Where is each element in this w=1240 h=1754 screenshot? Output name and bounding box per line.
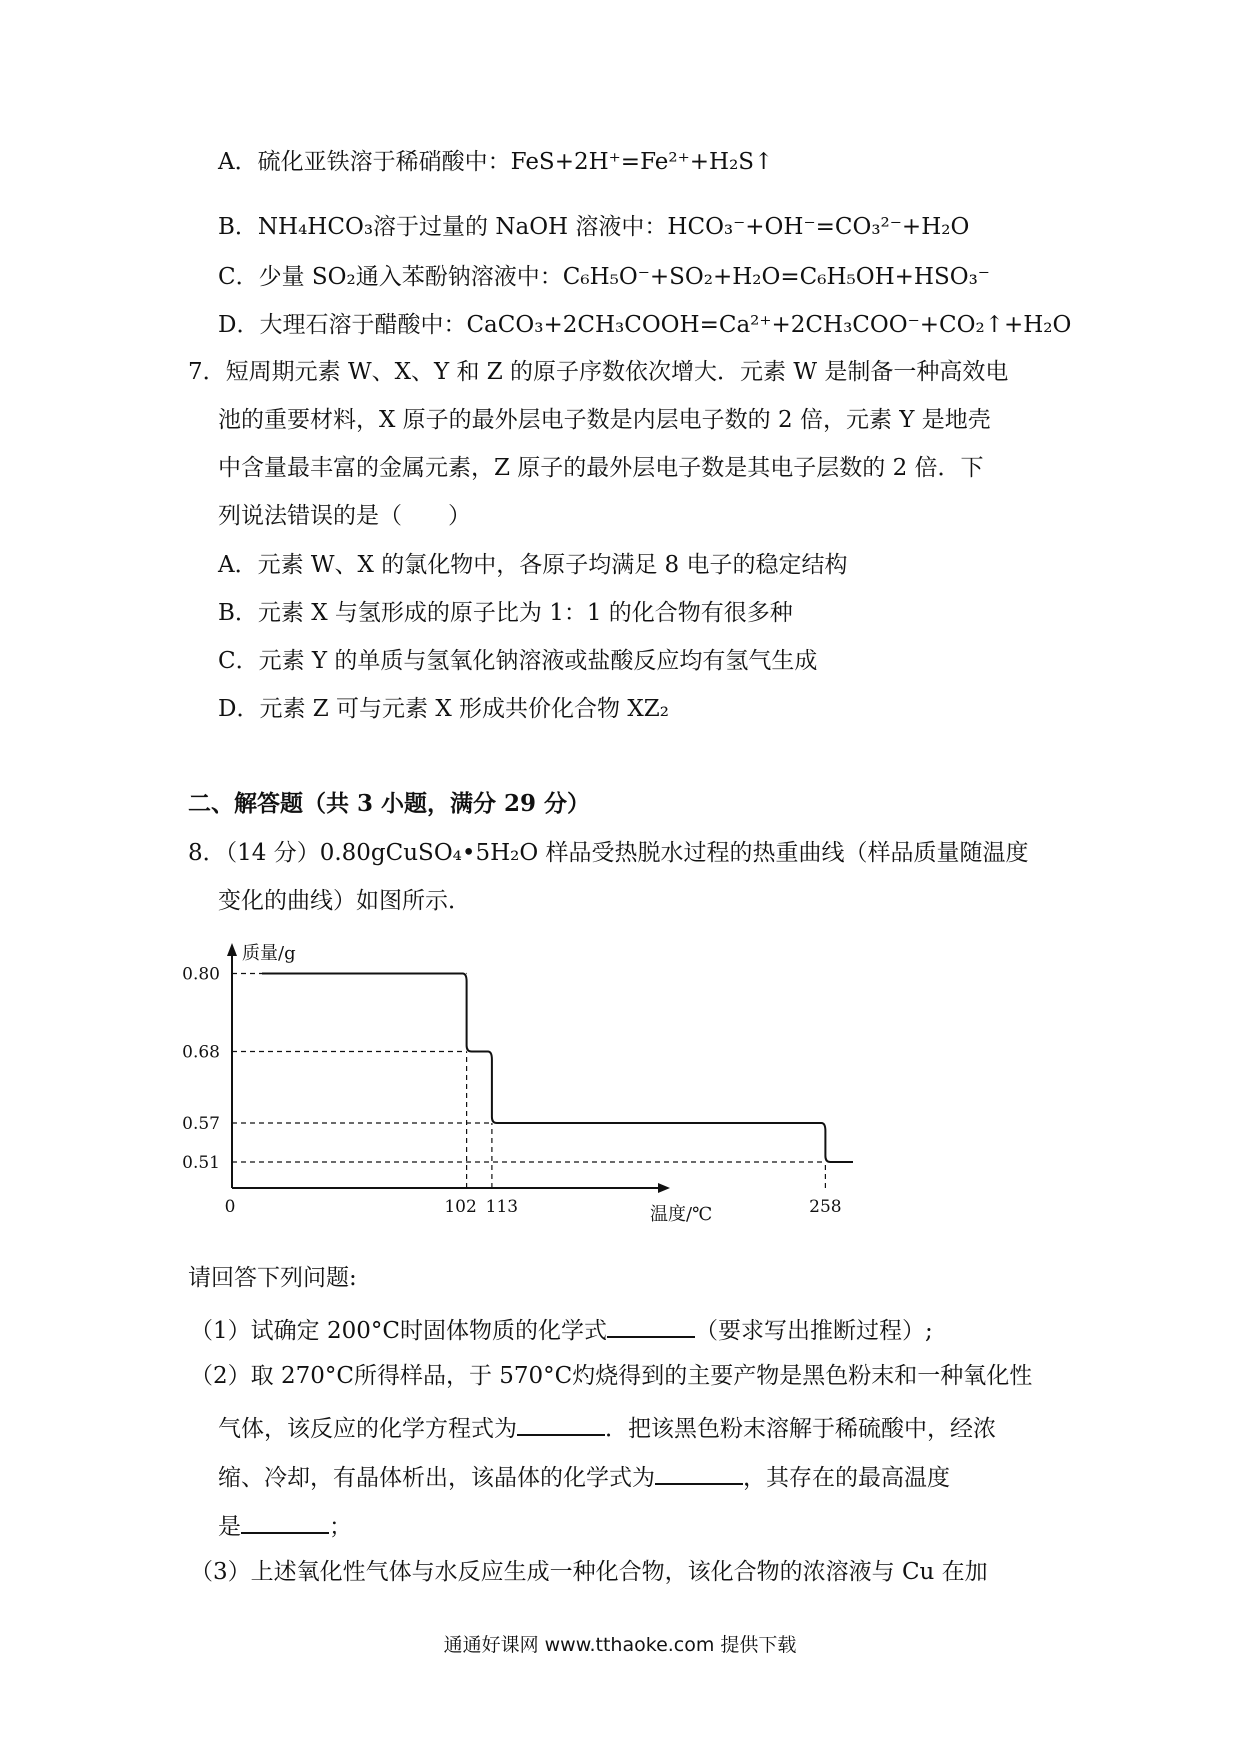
q7-option-b: B．元素 X 与氢形成的原子比为 1：1 的化合物有很多种 [218,600,793,626]
q6-option-b-text: NH₄HCO₃溶于过量的 NaOH 溶液中：HCO₃⁻+OH⁻=CO₃²⁻+H₂O [257,214,970,240]
q8-part-2-line-2-text: 气体，该反应的化学方程式为 [218,1416,517,1442]
q6-option-d-label: D． [218,312,260,338]
x-tick-label: 102 [444,1197,477,1217]
q7-stem-line-3: 中含量最丰富的金属元素，Z 原子的最外层电子数是其电子层数的 2 倍．下 [218,455,984,481]
q8-prompt: 请回答下列问题: [188,1265,357,1291]
thermogravimetric-chart [180,930,842,1225]
answer-blank-1[interactable] [607,1312,695,1338]
q6-option-c-label: C． [218,264,259,290]
q6-option-c [218,262,990,292]
q7-option-a: A．元素 W、X 的氯化物中，各原子均满足 8 电子的稳定结构 [218,552,848,578]
q8-part-2-line-1: （2）取 270°C所得样品，于 570°C灼烧得到的主要产物是黑色粉末和一种氧化性 [190,1363,1033,1389]
q6-option-d [218,310,1071,340]
y-tick-label: 0.68 [182,1042,220,1063]
q6-option-b-label: B． [218,214,258,240]
q8-part-2-line-3-text: 缩、冷却，有晶体析出，该晶体的化学式为 [218,1465,655,1491]
q8-part-2-line-4-text: 是 [218,1514,241,1540]
y-tick-label: 0.57 [182,1114,220,1134]
x-tick-label: 113 [485,1197,519,1217]
q8-stem-line-1: 8．（14 分）0.80gCuSO₄•5H₂O 样品受热脱水过程的热重曲线（样品质量随温度 [188,840,1029,866]
q6-option-d-text: 大理石溶于醋酸中：CaCO₃+2CH₃COOH=Ca²⁺+2CH₃COO⁻+CO₂↑+H₂O [259,312,1072,338]
q8-part-2-line-2-rest: ．把该黑色粉末溶解于稀硫酸中，经浓 [605,1416,996,1442]
q8-part-1 [190,1312,933,1346]
q6-option-c-text: 少量 SO₂通入苯酚钠溶液中：C₆H₅O⁻+SO₂+H₂O=C₆H₅OH+HSO₃⁻ [258,264,990,290]
q8-stem-line-2: 变化的曲线）如图所示． [218,888,471,914]
q8-part-3-line-1: （3）上述氧化性气体与水反应生成一种化合物，该化合物的浓溶液与 Cu 在加 [190,1559,988,1585]
q6-option-a-text: 硫化亚铁溶于稀硝酸中：FeS+2H⁺=Fe²⁺+H₂S↑ [257,149,774,175]
q6-option-b [218,212,969,242]
q8-part-2-line-3-rest: ，其存在的最高温度 [743,1465,950,1491]
q7-stem-line-4: 列说法错误的是（ ） [218,503,471,529]
q8-part-1-note: （要求写出推断过程）; [694,1318,933,1344]
answer-blank-4[interactable] [241,1508,329,1534]
x-axis-label: 温度/℃ [650,1204,713,1225]
q8-part-1-text: （1）试确定 200°C时固体物质的化学式 [190,1318,607,1344]
section-2-heading: 二、解答题（共 3 小题，满分 29 分） [188,790,591,817]
q6-option-a [218,147,773,177]
q6-option-a-label: A． [218,149,258,175]
q7-stem-line-1: 7．短周期元素 W、X、Y 和 Z 的原子序数依次增大．元素 W 是制备一种高效电 [188,359,1009,385]
q7-stem-line-2: 池的重要材料，X 原子的最外层电子数是内层电子数的 2 倍，元素 Y 是地壳 [218,407,991,433]
q8-part-2-line-2 [218,1410,996,1444]
y-tick-label: 0.51 [182,1153,220,1173]
q8-part-2-line-4 [218,1508,352,1542]
q7-option-c: C．元素 Y 的单质与氢氧化钠溶液或盐酸反应均有氢气生成 [218,648,818,674]
x-tick-label: 258 [809,1197,842,1217]
y-tick-label: 0.80 [182,964,220,985]
answer-blank-2[interactable] [517,1410,605,1436]
x-tick-label: 0 [224,1197,236,1217]
y-axis-label: 质量/g [242,943,296,964]
answer-blank-3[interactable] [655,1459,743,1485]
q7-option-d: D．元素 Z 可与元素 X 形成共价化合物 XZ₂ [218,696,669,722]
q8-part-2-line-4-rest: ； [329,1514,352,1540]
page-footer: 通通好课网 www.tthaoke.com 提供下载 [443,1634,797,1656]
q8-part-2-line-3 [218,1459,950,1493]
y-axis-arrow [227,943,237,956]
x-axis-arrow [658,1183,670,1193]
mass-curve [262,974,853,1163]
